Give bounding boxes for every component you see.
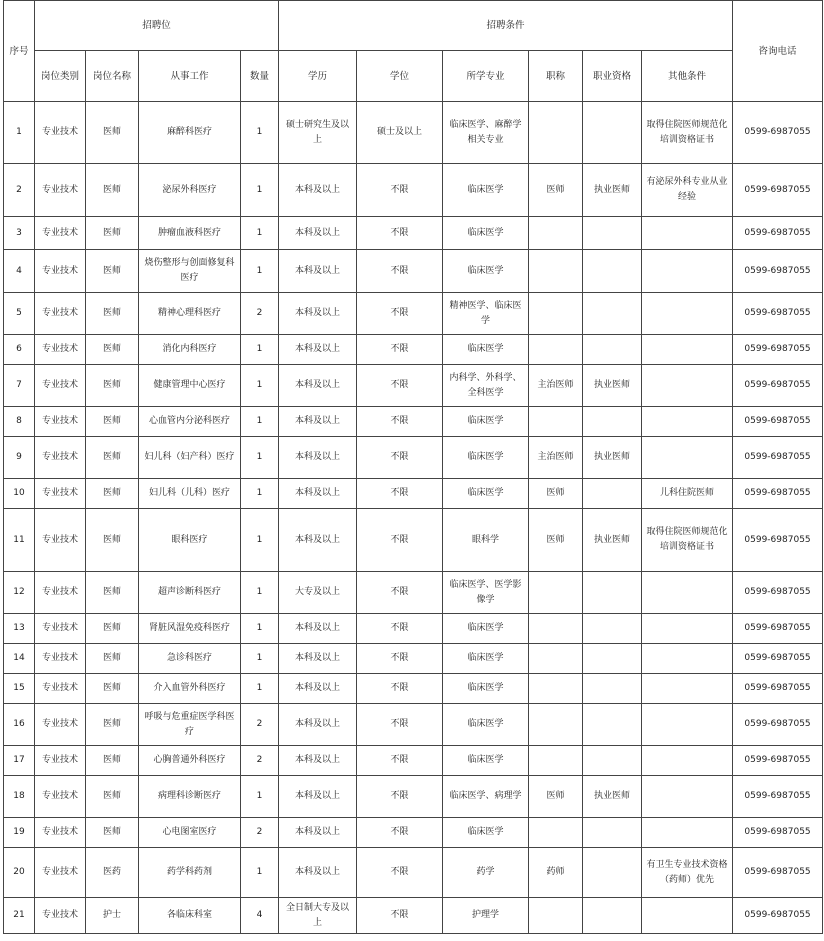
cell-major: 临床医学、病理学 bbox=[443, 776, 529, 818]
header-major: 所学专业 bbox=[443, 51, 529, 102]
cell-post: 医师 bbox=[86, 704, 139, 746]
cell-category: 专业技术 bbox=[35, 509, 86, 572]
cell-seq: 4 bbox=[4, 250, 35, 293]
cell-count: 1 bbox=[241, 644, 279, 674]
cell-major: 内科学、外科学、全科医学 bbox=[443, 365, 529, 407]
cell-other bbox=[642, 365, 733, 407]
cell-work: 急诊科医疗 bbox=[139, 644, 241, 674]
cell-count: 1 bbox=[241, 572, 279, 614]
cell-seq: 7 bbox=[4, 365, 35, 407]
cell-education: 本科及以上 bbox=[279, 614, 357, 644]
cell-work: 泌尿外科医疗 bbox=[139, 164, 241, 217]
cell-other bbox=[642, 217, 733, 250]
cell-phone: 0599-6987055 bbox=[733, 509, 823, 572]
cell-count: 1 bbox=[241, 365, 279, 407]
cell-category: 专业技术 bbox=[35, 776, 86, 818]
cell-category: 专业技术 bbox=[35, 250, 86, 293]
cell-qualification: 执业医师 bbox=[583, 164, 642, 217]
cell-title bbox=[529, 674, 583, 704]
cell-post: 医师 bbox=[86, 250, 139, 293]
cell-count: 1 bbox=[241, 217, 279, 250]
header-count: 数量 bbox=[241, 51, 279, 102]
cell-title: 医师 bbox=[529, 776, 583, 818]
cell-phone: 0599-6987055 bbox=[733, 407, 823, 437]
cell-degree: 不限 bbox=[357, 437, 443, 479]
header-qualification: 职业资格 bbox=[583, 51, 642, 102]
cell-education: 本科及以上 bbox=[279, 644, 357, 674]
cell-title: 主治医师 bbox=[529, 365, 583, 407]
cell-other bbox=[642, 335, 733, 365]
cell-qualification bbox=[583, 250, 642, 293]
table-row bbox=[4, 614, 823, 644]
cell-other: 取得住院医师规范化培训资格证书 bbox=[642, 102, 733, 164]
cell-title bbox=[529, 407, 583, 437]
cell-qualification bbox=[583, 746, 642, 776]
table-row bbox=[4, 437, 823, 479]
cell-seq: 17 bbox=[4, 746, 35, 776]
cell-work: 药学科药剂 bbox=[139, 848, 241, 898]
cell-education: 本科及以上 bbox=[279, 746, 357, 776]
cell-title bbox=[529, 293, 583, 335]
cell-phone: 0599-6987055 bbox=[733, 704, 823, 746]
cell-major: 药学 bbox=[443, 848, 529, 898]
cell-degree: 不限 bbox=[357, 509, 443, 572]
cell-phone: 0599-6987055 bbox=[733, 102, 823, 164]
header-phone: 咨询电话 bbox=[733, 1, 823, 102]
cell-count: 1 bbox=[241, 335, 279, 365]
cell-seq: 20 bbox=[4, 848, 35, 898]
cell-post: 医药 bbox=[86, 848, 139, 898]
cell-phone: 0599-6987055 bbox=[733, 644, 823, 674]
cell-work: 妇儿科（妇产科）医疗 bbox=[139, 437, 241, 479]
cell-post: 医师 bbox=[86, 572, 139, 614]
cell-education: 大专及以上 bbox=[279, 572, 357, 614]
cell-major: 临床医学 bbox=[443, 674, 529, 704]
cell-degree: 不限 bbox=[357, 365, 443, 407]
cell-count: 4 bbox=[241, 898, 279, 934]
cell-count: 1 bbox=[241, 437, 279, 479]
cell-work: 眼科医疗 bbox=[139, 509, 241, 572]
cell-major: 临床医学、医学影像学 bbox=[443, 572, 529, 614]
cell-degree: 不限 bbox=[357, 848, 443, 898]
cell-work: 心胸普通外科医疗 bbox=[139, 746, 241, 776]
cell-post: 医师 bbox=[86, 818, 139, 848]
cell-post: 医师 bbox=[86, 479, 139, 509]
table-row bbox=[4, 164, 823, 217]
cell-education: 本科及以上 bbox=[279, 365, 357, 407]
cell-degree: 不限 bbox=[357, 335, 443, 365]
cell-major: 临床医学 bbox=[443, 335, 529, 365]
cell-seq: 8 bbox=[4, 407, 35, 437]
table-row bbox=[4, 102, 823, 164]
table-body bbox=[4, 102, 823, 934]
cell-phone: 0599-6987055 bbox=[733, 674, 823, 704]
cell-phone: 0599-6987055 bbox=[733, 293, 823, 335]
table-row bbox=[4, 848, 823, 898]
cell-category: 专业技术 bbox=[35, 746, 86, 776]
cell-degree: 不限 bbox=[357, 674, 443, 704]
cell-qualification bbox=[583, 293, 642, 335]
cell-title: 主治医师 bbox=[529, 437, 583, 479]
cell-phone: 0599-6987055 bbox=[733, 776, 823, 818]
cell-qualification bbox=[583, 614, 642, 644]
cell-category: 专业技术 bbox=[35, 217, 86, 250]
table-row bbox=[4, 335, 823, 365]
cell-other bbox=[642, 898, 733, 934]
cell-title bbox=[529, 644, 583, 674]
cell-degree: 不限 bbox=[357, 250, 443, 293]
cell-seq: 6 bbox=[4, 335, 35, 365]
cell-qualification: 执业医师 bbox=[583, 437, 642, 479]
header-other: 其他条件 bbox=[642, 51, 733, 102]
cell-degree: 不限 bbox=[357, 644, 443, 674]
cell-education: 本科及以上 bbox=[279, 164, 357, 217]
cell-qualification bbox=[583, 644, 642, 674]
cell-category: 专业技术 bbox=[35, 572, 86, 614]
cell-degree: 不限 bbox=[357, 776, 443, 818]
cell-post: 护士 bbox=[86, 898, 139, 934]
cell-phone: 0599-6987055 bbox=[733, 217, 823, 250]
cell-qualification bbox=[583, 407, 642, 437]
cell-qualification bbox=[583, 102, 642, 164]
cell-work: 病理科诊断医疗 bbox=[139, 776, 241, 818]
header-category: 岗位类别 bbox=[35, 51, 86, 102]
cell-seq: 21 bbox=[4, 898, 35, 934]
cell-degree: 不限 bbox=[357, 898, 443, 934]
cell-degree: 不限 bbox=[357, 818, 443, 848]
cell-title bbox=[529, 898, 583, 934]
cell-major: 临床医学、麻醉学相关专业 bbox=[443, 102, 529, 164]
cell-seq: 3 bbox=[4, 217, 35, 250]
cell-category: 专业技术 bbox=[35, 704, 86, 746]
cell-category: 专业技术 bbox=[35, 898, 86, 934]
cell-post: 医师 bbox=[86, 644, 139, 674]
cell-count: 2 bbox=[241, 293, 279, 335]
cell-other bbox=[642, 776, 733, 818]
cell-count: 1 bbox=[241, 614, 279, 644]
cell-major: 临床医学 bbox=[443, 746, 529, 776]
cell-category: 专业技术 bbox=[35, 407, 86, 437]
cell-other bbox=[642, 250, 733, 293]
cell-education: 本科及以上 bbox=[279, 704, 357, 746]
cell-category: 专业技术 bbox=[35, 479, 86, 509]
cell-category: 专业技术 bbox=[35, 674, 86, 704]
cell-phone: 0599-6987055 bbox=[733, 572, 823, 614]
cell-degree: 不限 bbox=[357, 407, 443, 437]
cell-degree: 硕士及以上 bbox=[357, 102, 443, 164]
table-row bbox=[4, 250, 823, 293]
cell-major: 临床医学 bbox=[443, 437, 529, 479]
cell-education: 本科及以上 bbox=[279, 437, 357, 479]
cell-count: 2 bbox=[241, 746, 279, 776]
cell-education: 本科及以上 bbox=[279, 407, 357, 437]
cell-other bbox=[642, 614, 733, 644]
cell-qualification bbox=[583, 335, 642, 365]
cell-major: 护理学 bbox=[443, 898, 529, 934]
cell-count: 2 bbox=[241, 818, 279, 848]
cell-degree: 不限 bbox=[357, 164, 443, 217]
cell-phone: 0599-6987055 bbox=[733, 898, 823, 934]
cell-category: 专业技术 bbox=[35, 614, 86, 644]
cell-other bbox=[642, 293, 733, 335]
cell-post: 医师 bbox=[86, 293, 139, 335]
cell-major: 临床医学 bbox=[443, 644, 529, 674]
table-row bbox=[4, 818, 823, 848]
cell-education: 硕士研究生及以上 bbox=[279, 102, 357, 164]
cell-title bbox=[529, 572, 583, 614]
cell-work: 超声诊断科医疗 bbox=[139, 572, 241, 614]
cell-major: 临床医学 bbox=[443, 217, 529, 250]
cell-qualification bbox=[583, 217, 642, 250]
cell-qualification bbox=[583, 479, 642, 509]
cell-work: 消化内科医疗 bbox=[139, 335, 241, 365]
cell-post: 医师 bbox=[86, 509, 139, 572]
cell-count: 1 bbox=[241, 776, 279, 818]
cell-other: 有泌尿外科专业从业经验 bbox=[642, 164, 733, 217]
cell-seq: 19 bbox=[4, 818, 35, 848]
cell-degree: 不限 bbox=[357, 217, 443, 250]
header-position-group: 招聘位 bbox=[35, 1, 279, 51]
cell-phone: 0599-6987055 bbox=[733, 479, 823, 509]
cell-category: 专业技术 bbox=[35, 848, 86, 898]
cell-qualification: 执业医师 bbox=[583, 365, 642, 407]
cell-education: 本科及以上 bbox=[279, 217, 357, 250]
cell-major: 眼科学 bbox=[443, 509, 529, 572]
cell-major: 精神医学、临床医学 bbox=[443, 293, 529, 335]
cell-education: 本科及以上 bbox=[279, 848, 357, 898]
cell-work: 肾脏风湿免疫科医疗 bbox=[139, 614, 241, 644]
cell-seq: 14 bbox=[4, 644, 35, 674]
cell-post: 医师 bbox=[86, 776, 139, 818]
cell-category: 专业技术 bbox=[35, 644, 86, 674]
cell-seq: 12 bbox=[4, 572, 35, 614]
cell-other bbox=[642, 644, 733, 674]
cell-other bbox=[642, 746, 733, 776]
cell-title bbox=[529, 250, 583, 293]
cell-count: 1 bbox=[241, 848, 279, 898]
table-row bbox=[4, 365, 823, 407]
cell-education: 本科及以上 bbox=[279, 335, 357, 365]
cell-education: 本科及以上 bbox=[279, 818, 357, 848]
cell-title bbox=[529, 818, 583, 848]
cell-degree: 不限 bbox=[357, 293, 443, 335]
cell-phone: 0599-6987055 bbox=[733, 746, 823, 776]
table-row bbox=[4, 572, 823, 614]
cell-education: 本科及以上 bbox=[279, 250, 357, 293]
cell-work: 介入血管外科医疗 bbox=[139, 674, 241, 704]
cell-education: 本科及以上 bbox=[279, 776, 357, 818]
cell-work: 麻醉科医疗 bbox=[139, 102, 241, 164]
cell-degree: 不限 bbox=[357, 479, 443, 509]
cell-work: 烧伤整形与创面修复科医疗 bbox=[139, 250, 241, 293]
cell-work: 各临床科室 bbox=[139, 898, 241, 934]
cell-major: 临床医学 bbox=[443, 479, 529, 509]
cell-category: 专业技术 bbox=[35, 293, 86, 335]
cell-other bbox=[642, 572, 733, 614]
cell-degree: 不限 bbox=[357, 704, 443, 746]
cell-qualification bbox=[583, 898, 642, 934]
cell-title bbox=[529, 102, 583, 164]
table-row bbox=[4, 217, 823, 250]
cell-qualification bbox=[583, 848, 642, 898]
cell-degree: 不限 bbox=[357, 572, 443, 614]
cell-category: 专业技术 bbox=[35, 437, 86, 479]
cell-work: 健康管理中心医疗 bbox=[139, 365, 241, 407]
cell-degree: 不限 bbox=[357, 614, 443, 644]
cell-major: 临床医学 bbox=[443, 407, 529, 437]
recruitment-table bbox=[3, 0, 823, 934]
cell-seq: 1 bbox=[4, 102, 35, 164]
cell-title bbox=[529, 746, 583, 776]
cell-title: 药师 bbox=[529, 848, 583, 898]
cell-seq: 11 bbox=[4, 509, 35, 572]
cell-qualification: 执业医师 bbox=[583, 509, 642, 572]
cell-education: 本科及以上 bbox=[279, 479, 357, 509]
cell-other bbox=[642, 437, 733, 479]
cell-category: 专业技术 bbox=[35, 164, 86, 217]
cell-count: 2 bbox=[241, 704, 279, 746]
cell-seq: 2 bbox=[4, 164, 35, 217]
cell-other bbox=[642, 407, 733, 437]
cell-qualification bbox=[583, 572, 642, 614]
table-row bbox=[4, 644, 823, 674]
cell-post: 医师 bbox=[86, 102, 139, 164]
cell-post: 医师 bbox=[86, 407, 139, 437]
cell-count: 1 bbox=[241, 102, 279, 164]
table-row bbox=[4, 509, 823, 572]
cell-other: 有卫生专业技术资格（药师）优先 bbox=[642, 848, 733, 898]
cell-seq: 9 bbox=[4, 437, 35, 479]
cell-work: 心电图室医疗 bbox=[139, 818, 241, 848]
cell-post: 医师 bbox=[86, 365, 139, 407]
cell-other: 儿科住院医师 bbox=[642, 479, 733, 509]
cell-count: 1 bbox=[241, 479, 279, 509]
cell-phone: 0599-6987055 bbox=[733, 437, 823, 479]
table-row bbox=[4, 674, 823, 704]
cell-seq: 15 bbox=[4, 674, 35, 704]
cell-category: 专业技术 bbox=[35, 335, 86, 365]
cell-count: 1 bbox=[241, 250, 279, 293]
cell-seq: 13 bbox=[4, 614, 35, 644]
table-row bbox=[4, 293, 823, 335]
cell-qualification bbox=[583, 674, 642, 704]
cell-major: 临床医学 bbox=[443, 164, 529, 217]
cell-other bbox=[642, 704, 733, 746]
header-title: 职称 bbox=[529, 51, 583, 102]
cell-post: 医师 bbox=[86, 217, 139, 250]
cell-work: 精神心理科医疗 bbox=[139, 293, 241, 335]
cell-qualification bbox=[583, 818, 642, 848]
cell-other bbox=[642, 818, 733, 848]
cell-seq: 10 bbox=[4, 479, 35, 509]
table-row bbox=[4, 746, 823, 776]
cell-count: 1 bbox=[241, 407, 279, 437]
cell-post: 医师 bbox=[86, 746, 139, 776]
cell-degree: 不限 bbox=[357, 746, 443, 776]
cell-title bbox=[529, 704, 583, 746]
cell-major: 临床医学 bbox=[443, 614, 529, 644]
cell-work: 呼吸与危重症医学科医疗 bbox=[139, 704, 241, 746]
cell-phone: 0599-6987055 bbox=[733, 848, 823, 898]
cell-count: 1 bbox=[241, 509, 279, 572]
cell-title bbox=[529, 217, 583, 250]
cell-post: 医师 bbox=[86, 437, 139, 479]
cell-title: 医师 bbox=[529, 509, 583, 572]
cell-count: 1 bbox=[241, 164, 279, 217]
cell-post: 医师 bbox=[86, 614, 139, 644]
cell-phone: 0599-6987055 bbox=[733, 250, 823, 293]
header-post: 岗位名称 bbox=[86, 51, 139, 102]
cell-category: 专业技术 bbox=[35, 818, 86, 848]
cell-work: 肿瘤血液科医疗 bbox=[139, 217, 241, 250]
cell-major: 临床医学 bbox=[443, 704, 529, 746]
cell-post: 医师 bbox=[86, 674, 139, 704]
cell-qualification bbox=[583, 704, 642, 746]
cell-education: 全日制大专及以上 bbox=[279, 898, 357, 934]
cell-title bbox=[529, 614, 583, 644]
cell-phone: 0599-6987055 bbox=[733, 164, 823, 217]
cell-post: 医师 bbox=[86, 164, 139, 217]
cell-major: 临床医学 bbox=[443, 818, 529, 848]
table-row bbox=[4, 479, 823, 509]
cell-seq: 16 bbox=[4, 704, 35, 746]
cell-title bbox=[529, 335, 583, 365]
header-degree: 学位 bbox=[357, 51, 443, 102]
cell-category: 专业技术 bbox=[35, 102, 86, 164]
cell-phone: 0599-6987055 bbox=[733, 365, 823, 407]
table-row bbox=[4, 898, 823, 934]
cell-seq: 5 bbox=[4, 293, 35, 335]
cell-seq: 18 bbox=[4, 776, 35, 818]
header-seq: 序号 bbox=[4, 1, 35, 102]
cell-phone: 0599-6987055 bbox=[733, 335, 823, 365]
cell-title: 医师 bbox=[529, 164, 583, 217]
cell-education: 本科及以上 bbox=[279, 509, 357, 572]
header-education: 学历 bbox=[279, 51, 357, 102]
cell-other bbox=[642, 674, 733, 704]
cell-education: 本科及以上 bbox=[279, 674, 357, 704]
table-row bbox=[4, 776, 823, 818]
header-work: 从事工作 bbox=[139, 51, 241, 102]
cell-post: 医师 bbox=[86, 335, 139, 365]
cell-phone: 0599-6987055 bbox=[733, 818, 823, 848]
cell-education: 本科及以上 bbox=[279, 293, 357, 335]
cell-work: 心血管内分泌科医疗 bbox=[139, 407, 241, 437]
cell-other: 取得住院医师规范化培训资格证书 bbox=[642, 509, 733, 572]
cell-title: 医师 bbox=[529, 479, 583, 509]
cell-count: 1 bbox=[241, 674, 279, 704]
cell-major: 临床医学 bbox=[443, 250, 529, 293]
header-conditions-group: 招聘条件 bbox=[279, 1, 733, 51]
table-row bbox=[4, 704, 823, 746]
cell-work: 妇儿科（儿科）医疗 bbox=[139, 479, 241, 509]
cell-category: 专业技术 bbox=[35, 365, 86, 407]
cell-qualification: 执业医师 bbox=[583, 776, 642, 818]
cell-phone: 0599-6987055 bbox=[733, 614, 823, 644]
table-row bbox=[4, 407, 823, 437]
